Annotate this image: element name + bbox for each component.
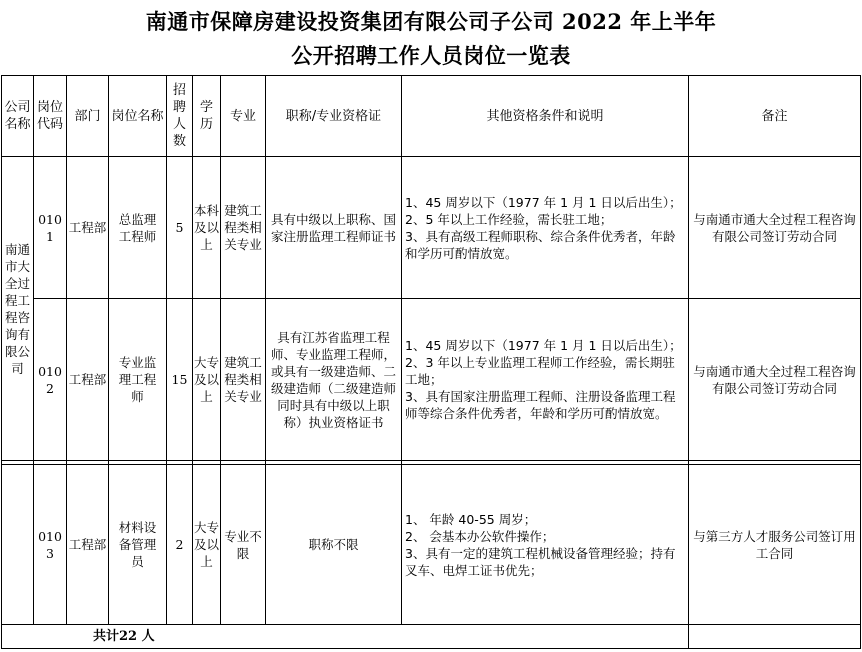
total-row (2, 625, 861, 649)
position-cell: 总监理工程师 (109, 157, 167, 299)
major-cell: 建筑工程类相关专业 (221, 157, 266, 299)
code-cell: 0101 (34, 157, 67, 299)
code-cell: 0102 (34, 299, 67, 461)
table-row (2, 157, 861, 299)
remark-cell: 与第三方人才服务公司签订用工合同 (689, 465, 861, 625)
header-remark: 备注 (689, 76, 861, 157)
table-row (2, 299, 861, 461)
condition-line: 2、 会基本办公软件操作； (405, 528, 555, 544)
condition-line: 3、具有国家注册监理工程师、注册设备监理工程师等综合条件优秀者，年龄和学历可酌情放宽。 (405, 389, 676, 421)
total-remark-cell (689, 625, 861, 649)
header-count: 招聘人数 (167, 76, 193, 157)
count-cell: 15 (167, 299, 193, 461)
conditions-cell (402, 299, 689, 461)
header-position: 岗位名称 (109, 76, 167, 157)
dept-cell: 工程部 (67, 299, 109, 461)
header-code: 岗位代码 (34, 76, 67, 157)
edu-cell: 本科及以上 (193, 157, 221, 299)
header-conditions: 其他资格条件和说明 (402, 76, 689, 157)
conditions-cell (402, 157, 689, 299)
cert-cell: 具有中级以上职称、国家注册监理工程师证书 (266, 157, 402, 299)
condition-line: 3、具有高级工程师职称、综合条件优秀者，年龄和学历可酌情放宽。 (405, 228, 676, 261)
company-name-cell (2, 465, 34, 625)
major-cell: 建筑工程类相关专业 (221, 299, 266, 461)
header-dept: 部门 (67, 76, 109, 157)
remark-cell: 与南通市通大全过程工程咨询有限公司签订劳动合同 (689, 299, 861, 461)
dept-cell: 工程部 (67, 465, 109, 625)
company-name-cell: 南通市大全过程工程咨询有限公司 (2, 157, 34, 461)
condition-line: 1、 年龄 40-55 周岁； (405, 511, 537, 527)
code-cell: 0103 (34, 465, 67, 625)
condition-line: 1、45 周岁以下（1977 年 1 月 1 日以后出生）； (405, 338, 682, 353)
edu-cell: 大专及以上 (193, 299, 221, 461)
edu-cell: 大专及以上 (193, 465, 221, 625)
condition-line: 2、5 年以上工作经验，需长驻工地； (405, 211, 613, 227)
total-label: 共计22 人 (93, 629, 155, 644)
condition-line: 2、3 年以上专业监理工程师工作经验，需长期驻工地； (405, 355, 675, 387)
title-line-1: 南通市保障房建设投资集团有限公司子公司 2022 年上半年 (145, 9, 717, 34)
cert-cell: 具有江苏省监理工程师、专业监理工程师，或具有一级建造师、二级建造师（二级建造师同时具有中级以上职称）执业资格证书 (266, 299, 402, 461)
header-cert: 职称/专业资格证 (266, 76, 402, 157)
position-cell: 材料设备管理员 (109, 465, 167, 625)
position-cell: 专业监理工程师 (109, 299, 167, 461)
table-row (2, 465, 861, 625)
major-cell: 专业不限 (221, 465, 266, 625)
title-line-2: 公开招聘工作人员岗位一览表 (291, 43, 571, 68)
dept-cell: 工程部 (67, 157, 109, 299)
positions-table (1, 75, 861, 649)
header-major: 专业 (221, 76, 266, 157)
header-company: 公司名称 (2, 76, 34, 157)
header-edu: 学历 (193, 76, 221, 157)
conditions-cell (402, 465, 689, 625)
cert-cell: 职称不限 (266, 465, 402, 625)
remark-cell: 与南通市通大全过程工程咨询有限公司签订劳动合同 (689, 157, 861, 299)
header-row (2, 76, 861, 157)
condition-line: 1、45 周岁以下（1977 年 1 月 1 日以后出生）； (405, 194, 682, 210)
count-cell: 5 (167, 157, 193, 299)
condition-line: 3、具有一定的建筑工程机械设备管理经验；持有叉车、电焊工证书优先； (405, 545, 676, 578)
total-cell (2, 625, 689, 649)
count-cell: 2 (167, 465, 193, 625)
